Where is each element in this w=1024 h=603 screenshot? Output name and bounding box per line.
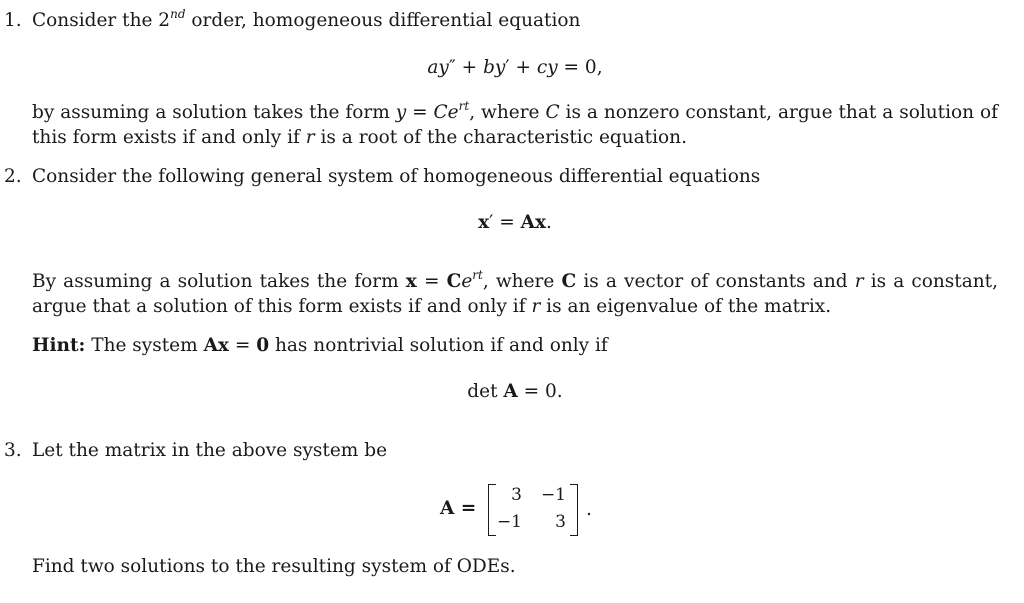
matrix-right-bracket <box>570 484 578 536</box>
q2-hint: Hint: The system Ax = 0 has nontrivial solution if and only if <box>32 335 608 356</box>
q2-equation: x′ = Ax. <box>478 212 552 233</box>
q1-body-line-2: this form exists if and only if r is a root of the characteristic equation. <box>32 127 687 148</box>
q1-number: 1. <box>4 10 22 31</box>
q3-task: Find two solutions to the resulting system of ODEs. <box>32 556 516 577</box>
q2-body-line-1: By assuming a solution takes the form $x = Ce^{rt}$, where C is a vector of constants and r is a constant, <box>32 268 998 292</box>
matrix-period: . <box>586 499 592 520</box>
matrix-A <box>440 482 640 538</box>
q3-number: 3. <box>4 440 22 461</box>
q3-intro: Let the matrix in the above system be <box>32 440 388 461</box>
q1-body-line-1: by assuming a solution takes the form $y = Ce^{rt}$, where C is a nonzero constant, argue that a solution of <box>32 99 998 123</box>
q1-intro: Consider the 2nd order, homogeneous differential equation <box>32 7 581 31</box>
matrix-cell: 3 <box>511 485 522 505</box>
matrix-cell: −1 <box>496 512 522 532</box>
q2-intro: Consider the following general system of homogeneous differential equations <box>32 166 761 187</box>
matrix-cell: 3 <box>555 512 566 532</box>
q2-body-line-2: argue that a solution of this form exists if and only if r is an eigenvalue of the matrix. <box>32 296 832 317</box>
q1-equation: ay″ + by′ + cy = 0, <box>427 57 603 78</box>
q2-hint-equation: det A = 0. <box>467 381 563 402</box>
matrix-cell: −1 <box>540 485 566 505</box>
matrix-label: A = <box>440 498 477 519</box>
hint-label: Hint: <box>32 335 86 356</box>
q2-number: 2. <box>4 166 22 187</box>
